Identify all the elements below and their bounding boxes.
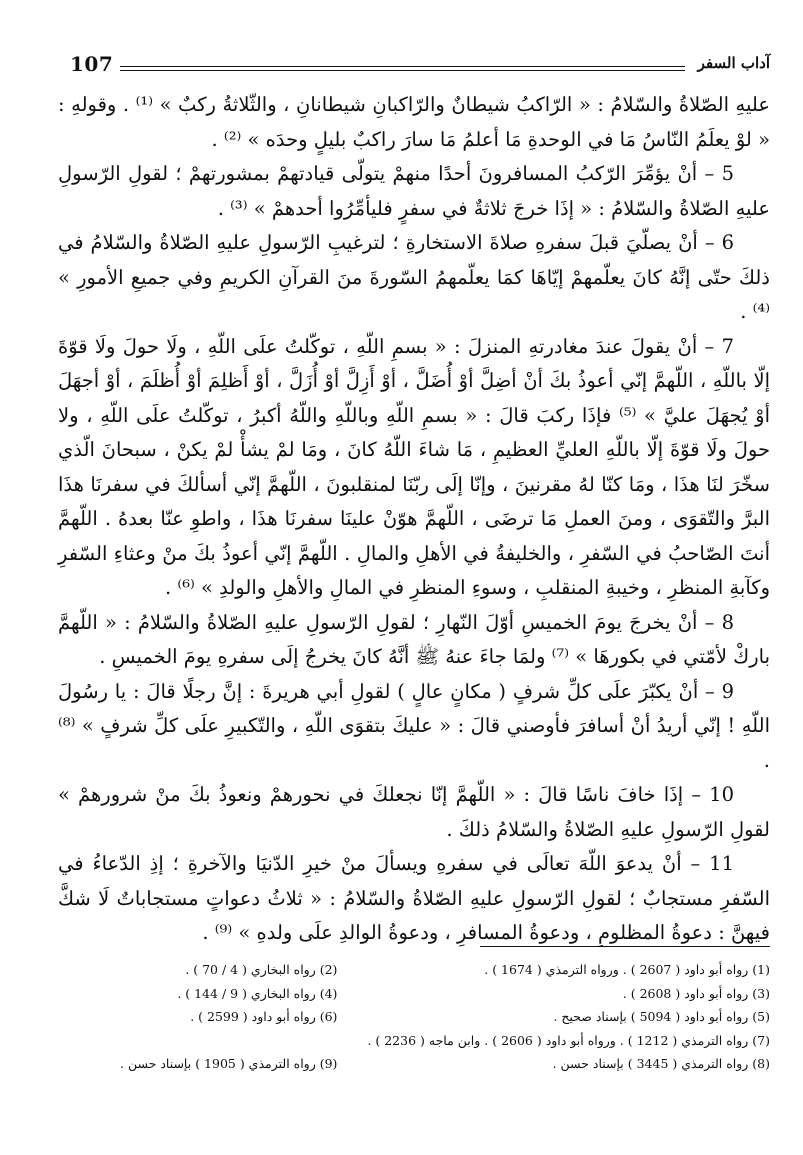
footnote-2: (2) رواه البخاري ( 4 / 70 ) .	[185, 962, 338, 977]
running-title: آداب السفر	[697, 54, 770, 72]
footnote-5: (5) رواه أبو داود ( 5094 ) بإسناد صحيح .	[553, 1009, 770, 1024]
footnote-1: (1) رواه أبو داود ( 2607 ) . ورواه الترمذي ( 1674 ) .	[484, 962, 770, 977]
paragraph-item-7: 7 – أنْ يقولَ عندَ مغادرتهِ المنزلَ : « بسمِ اللّهِ ، توكّلتُ علَى اللّهِ ، ولَا حولَ ولَا قوّةَ إلّا باللّهِ ، اللّهمَّ إنّي أعوذُ بكَ أنْ أضِلَّ أوْ أُضَلَّ ، أوْ أَزِلَّ أوْ أُزَلَّ ، أوْ أَظلِمَ أوْ أُظلَمَ ، أوْ أجهَلَ أوْ يُجهَلَ عليَّ » ⁽⁵⁾ فإذَا ركبَ قالَ : « بسمِ اللّهِ وباللّهِ واللّهُ أكبرُ ، توكّلتُ علَى اللّهِ ، ولا حولَ ولَا قوّةَ إلّا باللّهِ العليِّ العظيمِ ، مَا شاءَ اللّهُ كانَ ، ومَا لمْ يشأْ لمْ يكنْ ، سبحانَ الّذي سخّرَ لنَا هذَا ، ومَا كنّا لهُ مقرنينَ ، وإنّا إلَى ربّنَا لمنقلبونَ ، اللّهمَّ إنّي أسألكَ في سفرنَا هذَا البرَّ والتّقوَى ، ومنَ العملِ مَا ترضَى ، اللّهمَّ هوّنْ علينَا سفرنَا هذَا ، واطوِ عنّا بعدهُ . اللّهمَّ أنتَ الصّاحبُ في السّفرِ ، والخليفةُ في الأهلِ والمالِ . اللّهمَّ إنّي أعوذُ بكَ منْ وعثاءِ السّفرِ وكآبةِ المنظرِ ، وخيبةِ المنقلبِ ، وسوءِ المنظرِ في المالِ والأهلِ والولدِ » ⁽⁶⁾ .	[58, 334, 770, 599]
footnote-spacer	[120, 1029, 337, 1053]
paragraph-continued: عليهِ الصّلاةُ والسّلامُ : « الرّاكبُ شيطانٌ والرّاكبانِ شيطانانِ ، والثّلاثةُ ركبٌ » ⁽¹⁾ . وقولهِ : « لوْ يعلَمُ النّاسُ مَا في الوحدةِ مَا أعلمُ مَا سارَ راكبٌ بليلٍ وحدَه » ⁽²⁾ .	[58, 93, 770, 151]
paragraph-item-11: 11 – أنْ يدعوَ اللّهَ تعالَى في سفرهِ ويسألَ منْ خيرِ الدّنيَا والآخرةِ ؛ إذِ الدّعاءُ في السّفرِ مستجابٌ ؛ لقولِ الرّسولِ عليهِ الصّلاةُ والسّلامُ : « ثلاثُ دعواتٍ مستجاباتٌ لَا شكَّ فيهنَّ : دعوةُ المظلومِ ، ودعوةُ المسافرِ ، ودعوةُ الوالدِ علَى ولدهِ » ⁽⁹⁾ .	[58, 852, 770, 944]
header-rule	[120, 66, 685, 71]
page-header	[70, 50, 770, 80]
paragraph-item-5: 5 – أنْ يؤمِّرَ الرّكبُ المسافرونَ أحدًا منهمْ يتولّى قيادتهمْ بمشورتهمْ ؛ لقولِ الرّسولِ عليهِ الصّلاةُ والسّلامُ : « إذَا خرجَ ثلاثةٌ في سفرٍ فليأمِّرُوا أحدهمْ » ⁽³⁾ .	[58, 162, 770, 220]
paragraph-item-6: 6 – أنْ يصلّيَ قبلَ سفرهِ صلاةَ الاستخارةِ ؛ لترغيبِ الرّسولِ عليهِ الصّلاةُ والسّلامُ في ذلكَ حتّى إنَّهُ كانَ يعلّمهمْ إيّاهَا كمَا يعلّمهمُ السّورةَ منَ القرآنِ الكريمِ وفي جميعِ الأمورِ » ⁽⁴⁾ .	[58, 231, 770, 323]
paragraph-item-10: 10 – إذَا خافَ ناسًا قالَ : « اللّهمَّ إنّا نجعلكَ في نحورهمْ ونعوذُ بكَ منْ شرورهمْ » لقولِ الرّسولِ عليهِ الصّلاةُ والسّلامُ ذلكَ .	[58, 783, 770, 841]
footnote-3: (3) رواه أبو داود ( 2608 ) .	[622, 985, 770, 1001]
paragraph-item-9: 9 – أنْ يكبّرَ علَى كلِّ شرفٍ ( مكانٍ عالٍ ) لقولِ أبي هريرةَ : إنَّ رجلًا قالَ : يا رسُولَ اللّهِ ! إنّي أريدُ أنْ أسافرَ فأوصني قالَ : « عليكَ بتقوَى اللّهِ ، والتّكبيرِ علَى كلِّ شرفٍ » ⁽⁸⁾ .	[58, 679, 770, 772]
footnote-7: (7) رواه الترمذي ( 1212 ) . ورواه أبو داود ( 2606 ) . وابن ماجه ( 2236 ) .	[367, 1032, 770, 1048]
footnote-8: (8) رواه الترمذي ( 3445 ) بإسناد حسن .	[552, 1056, 770, 1071]
paragraph-item-8: 8 – أنْ يخرجَ يومَ الخميسِ أوّلَ النّهارِ ؛ لقولِ الرّسولِ عليهِ الصّلاةُ والسّلامُ : « اللّهمَّ باركْ لأمّتي في بكورهَا » ⁽⁷⁾ ولمَا جاءَ عنهُ ﷺ أنَّهُ كانَ يخرجُ إلَى سفرهِ يومَ الخميسِ .	[58, 610, 770, 668]
footnote-4: (4) رواه البخاري ( 9 / 144 ) .	[177, 985, 338, 1001]
footnote-9: (9) رواه الترمذي ( 1905 ) بإسناد حسن .	[120, 1056, 338, 1071]
footnote-separator	[480, 946, 770, 947]
main-text	[58, 88, 770, 951]
page-number: 107	[70, 52, 114, 76]
footnote-6: (6) رواه أبو داود ( 2599 ) .	[190, 1009, 338, 1024]
footnotes	[120, 958, 770, 1076]
